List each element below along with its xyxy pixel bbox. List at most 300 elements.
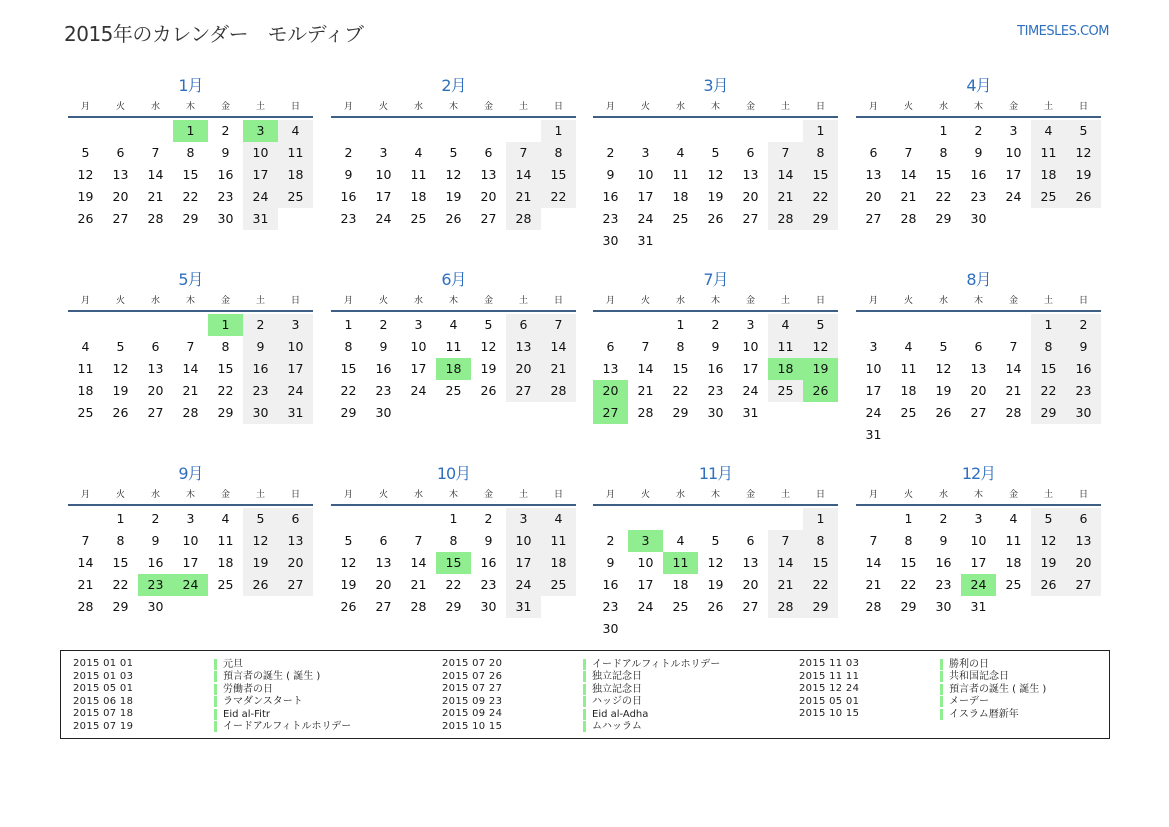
day-cell: 24 (742, 383, 759, 398)
day-cell: 4 (414, 145, 423, 160)
empty-day-cell (698, 618, 733, 640)
holiday-name: 勝利の日 (940, 659, 989, 670)
day-cell: 10 (637, 167, 654, 182)
day-cell: 18 (77, 383, 94, 398)
day-cell: 8 (541, 142, 576, 164)
day-cell: 3 (414, 317, 423, 332)
day-cell: 23 (602, 599, 619, 614)
day-cell: 14 (506, 164, 541, 186)
day-cell: 15 (217, 361, 234, 376)
day-cell: 7 (541, 314, 576, 336)
day-cell: 3 (641, 145, 650, 160)
weekday-label: 月 (343, 490, 353, 500)
week-row (331, 164, 576, 186)
empty-day-cell (138, 314, 173, 336)
day-cell: 26 (1031, 574, 1066, 596)
holiday-entry (73, 696, 351, 709)
day-cell: 20 (147, 383, 164, 398)
week-row (856, 208, 1101, 230)
empty-day-cell (768, 402, 803, 424)
week-row (856, 142, 1101, 164)
day-cell: 19 (707, 577, 724, 592)
day-cell: 15 (541, 164, 576, 186)
empty-day-cell (803, 618, 838, 640)
day-cell: 1 (449, 511, 458, 526)
day-cell: 22 (445, 577, 462, 592)
week-row (593, 574, 838, 596)
day-cell: 25 (77, 405, 94, 420)
week-row (331, 596, 576, 618)
weekday-label: 木 (973, 102, 983, 112)
day-cell: 30 (935, 599, 952, 614)
day-cell: 6 (379, 533, 388, 548)
weekday-label: 水 (938, 490, 948, 500)
day-cell: 22 (182, 189, 199, 204)
day-cell: 14 (637, 361, 654, 376)
empty-day-cell (331, 120, 366, 142)
day-cell: 30 (217, 211, 234, 226)
day-cell: 29 (217, 405, 234, 420)
day-cell: 5 (81, 145, 90, 160)
weekday-label: 火 (378, 296, 388, 306)
empty-day-cell (628, 120, 663, 142)
empty-day-cell (1066, 424, 1101, 446)
month-title: 6月 (441, 270, 466, 289)
day-cell: 2 (484, 511, 493, 526)
day-cell: 2 (606, 145, 615, 160)
day-cell: 24 (865, 405, 882, 420)
day-cell: 12 (112, 361, 129, 376)
day-cell: 26 (1066, 186, 1101, 208)
month-calendar (856, 76, 1101, 230)
week-row (68, 208, 313, 230)
day-cell: 7 (186, 339, 195, 354)
day-cell: 23 (375, 383, 392, 398)
day-cell: 17 (1005, 167, 1022, 182)
day-cell: 18 (436, 358, 471, 380)
weekday-label: 月 (868, 102, 878, 112)
day-cell: 5 (939, 339, 948, 354)
site-link[interactable]: TIMESLES.COM (1017, 24, 1109, 39)
day-cell: 27 (375, 599, 392, 614)
day-cell: 25 (445, 383, 462, 398)
month-title: 10月 (436, 464, 471, 483)
empty-day-cell (733, 508, 768, 530)
empty-day-cell (961, 314, 996, 336)
holiday-entry (73, 708, 351, 721)
day-cell: 13 (970, 361, 987, 376)
week-row (856, 574, 1101, 596)
day-cell: 6 (606, 339, 615, 354)
day-cell: 19 (1031, 552, 1066, 574)
week-row (68, 358, 313, 380)
weekday-label: 金 (483, 102, 493, 112)
day-cell: 6 (506, 314, 541, 336)
weekday-label: 日 (553, 296, 563, 306)
day-cell: 19 (340, 577, 357, 592)
day-cell: 1 (676, 317, 685, 332)
day-cell: 24 (961, 574, 996, 596)
empty-day-cell (698, 230, 733, 252)
day-cell: 18 (410, 189, 427, 204)
day-cell: 22 (803, 574, 838, 596)
empty-day-cell (663, 618, 698, 640)
empty-day-cell (436, 402, 471, 424)
weekday-label: 水 (675, 102, 685, 112)
weekday-label: 金 (220, 490, 230, 500)
day-cell: 26 (112, 405, 129, 420)
day-cell: 29 (340, 405, 357, 420)
weekday-label: 木 (973, 296, 983, 306)
day-cell: 13 (742, 167, 759, 182)
day-cell: 20 (112, 189, 129, 204)
day-cell: 25 (217, 577, 234, 592)
day-cell: 16 (602, 189, 619, 204)
week-row (331, 336, 576, 358)
day-cell: 2 (974, 123, 983, 138)
day-cell: 12 (1066, 142, 1101, 164)
empty-day-cell (103, 120, 138, 142)
weekday-label: 木 (185, 296, 195, 306)
day-cell: 26 (935, 405, 952, 420)
day-cell: 15 (112, 555, 129, 570)
day-cell: 17 (637, 189, 654, 204)
holiday-column (73, 658, 351, 733)
empty-day-cell (68, 314, 103, 336)
holiday-date: 2015 11 03 (799, 658, 860, 669)
day-cell: 5 (449, 145, 458, 160)
day-cell: 18 (672, 189, 689, 204)
day-cell: 24 (1005, 189, 1022, 204)
empty-day-cell (856, 508, 891, 530)
day-cell: 31 (865, 427, 882, 442)
weekday-label: 水 (938, 102, 948, 112)
weekday-label: 水 (150, 296, 160, 306)
day-cell: 15 (900, 555, 917, 570)
weekday-label: 水 (150, 490, 160, 500)
day-cell: 12 (77, 167, 94, 182)
day-cell: 4 (676, 533, 685, 548)
day-cell: 2 (939, 511, 948, 526)
empty-day-cell (471, 402, 506, 424)
day-cell: 29 (445, 599, 462, 614)
week-row (68, 402, 313, 424)
week-row (593, 336, 838, 358)
weekday-label: 日 (1078, 296, 1088, 306)
day-cell: 13 (602, 361, 619, 376)
day-cell: 28 (147, 211, 164, 226)
holiday-date: 2015 07 27 (442, 683, 503, 694)
day-cell: 1 (904, 511, 913, 526)
day-cell: 11 (217, 533, 234, 548)
day-cell: 12 (803, 336, 838, 358)
weekday-label: 土 (780, 102, 790, 112)
day-cell: 7 (768, 142, 803, 164)
weekday-label: 火 (115, 102, 125, 112)
day-cell: 22 (340, 383, 357, 398)
day-cell: 3 (379, 145, 388, 160)
weekday-label: 金 (745, 102, 755, 112)
day-cell: 12 (1031, 530, 1066, 552)
weekday-label: 日 (815, 490, 825, 500)
day-cell: 15 (935, 167, 952, 182)
day-cell: 24 (278, 380, 313, 402)
day-cell: 24 (506, 574, 541, 596)
day-cell: 22 (672, 383, 689, 398)
day-cell: 11 (278, 142, 313, 164)
day-cell: 12 (707, 555, 724, 570)
month-calendar (856, 464, 1101, 618)
empty-day-cell (593, 314, 628, 336)
empty-day-cell (173, 596, 208, 618)
day-cell: 18 (541, 552, 576, 574)
day-cell: 31 (278, 402, 313, 424)
holiday-column (799, 658, 1046, 721)
week-row (593, 358, 838, 380)
day-cell: 21 (147, 189, 164, 204)
weekday-header (331, 98, 576, 118)
day-cell: 10 (970, 533, 987, 548)
day-cell: 12 (707, 167, 724, 182)
holiday-date: 2015 10 15 (799, 708, 860, 719)
empty-day-cell (593, 508, 628, 530)
day-cell: 9 (221, 145, 230, 160)
day-cell: 7 (641, 339, 650, 354)
day-cell: 11 (663, 552, 698, 574)
day-cell: 29 (803, 596, 838, 618)
day-cell: 8 (116, 533, 125, 548)
day-cell: 9 (606, 167, 615, 182)
day-cell: 7 (1009, 339, 1018, 354)
week-row (856, 596, 1101, 618)
day-cell: 29 (182, 211, 199, 226)
day-cell: 2 (151, 511, 160, 526)
day-cell: 4 (449, 317, 458, 332)
day-cell: 1 (173, 120, 208, 142)
day-cell: 19 (935, 383, 952, 398)
empty-day-cell (698, 508, 733, 530)
empty-day-cell (1066, 208, 1101, 230)
month-calendar (68, 270, 313, 424)
weekday-label: 金 (220, 296, 230, 306)
day-cell: 11 (445, 339, 462, 354)
holiday-entry (442, 658, 720, 671)
empty-day-cell (506, 402, 541, 424)
day-cell: 3 (506, 508, 541, 530)
weekday-label: 水 (675, 296, 685, 306)
day-cell: 27 (742, 599, 759, 614)
day-cell: 23 (340, 211, 357, 226)
day-cell: 20 (742, 577, 759, 592)
day-cell: 2 (1066, 314, 1101, 336)
day-cell: 14 (182, 361, 199, 376)
day-cell: 11 (1005, 533, 1022, 548)
day-cell: 22 (803, 186, 838, 208)
holiday-date: 2015 01 01 (73, 658, 134, 669)
month-calendar (593, 270, 838, 424)
day-cell: 7 (506, 142, 541, 164)
day-cell: 8 (803, 142, 838, 164)
day-cell: 1 (803, 508, 838, 530)
day-cell: 1 (116, 511, 125, 526)
day-cell: 24 (375, 211, 392, 226)
week-row (593, 120, 838, 142)
day-cell: 28 (541, 380, 576, 402)
day-cell: 18 (900, 383, 917, 398)
day-cell: 10 (278, 336, 313, 358)
day-cell: 1 (939, 123, 948, 138)
day-cell: 10 (375, 167, 392, 182)
day-cell: 21 (506, 186, 541, 208)
empty-day-cell (768, 618, 803, 640)
day-cell: 6 (484, 145, 493, 160)
week-row (331, 120, 576, 142)
empty-day-cell (138, 120, 173, 142)
weekday-label: 火 (903, 102, 913, 112)
weekday-label: 月 (605, 490, 615, 500)
day-cell: 23 (217, 189, 234, 204)
day-cell: 18 (278, 164, 313, 186)
day-cell: 8 (221, 339, 230, 354)
week-row (331, 552, 576, 574)
empty-day-cell (996, 208, 1031, 230)
holiday-date: 2015 01 03 (73, 670, 134, 682)
weekday-label: 火 (640, 490, 650, 500)
day-cell: 28 (410, 599, 427, 614)
empty-day-cell (768, 508, 803, 530)
empty-day-cell (628, 618, 663, 640)
day-cell: 7 (768, 530, 803, 552)
week-row (68, 552, 313, 574)
holiday-name: イードアルフィトルホリデー (583, 659, 720, 670)
day-cell: 14 (768, 552, 803, 574)
day-cell: 6 (869, 145, 878, 160)
day-cell: 19 (77, 189, 94, 204)
day-cell: 28 (506, 208, 541, 230)
day-cell: 17 (243, 164, 278, 186)
month-title: 4月 (966, 76, 991, 95)
empty-day-cell (1031, 424, 1066, 446)
empty-day-cell (471, 120, 506, 142)
day-cell: 25 (541, 574, 576, 596)
day-cell: 13 (865, 167, 882, 182)
day-cell: 14 (410, 555, 427, 570)
weekday-label: 月 (80, 296, 90, 306)
weekday-header (68, 98, 313, 118)
day-cell: 8 (449, 533, 458, 548)
day-cell: 24 (637, 211, 654, 226)
day-cell: 8 (186, 145, 195, 160)
day-cell: 19 (243, 552, 278, 574)
day-cell: 18 (672, 577, 689, 592)
day-cell: 27 (1066, 574, 1101, 596)
month-calendar (593, 464, 838, 640)
day-cell: 19 (707, 189, 724, 204)
day-cell: 29 (1031, 402, 1066, 424)
weekday-label: 火 (115, 296, 125, 306)
day-cell: 16 (340, 189, 357, 204)
weekday-label: 水 (413, 102, 423, 112)
holiday-entry (73, 683, 351, 696)
weekday-label: 木 (973, 490, 983, 500)
day-cell: 10 (243, 142, 278, 164)
day-cell: 29 (803, 208, 838, 230)
empty-day-cell (103, 314, 138, 336)
week-row (331, 402, 576, 424)
week-row (331, 186, 576, 208)
empty-day-cell (996, 596, 1031, 618)
week-row (856, 530, 1101, 552)
day-cell: 17 (278, 358, 313, 380)
day-cell: 28 (77, 599, 94, 614)
day-cell: 11 (672, 167, 689, 182)
day-cell: 1 (1031, 314, 1066, 336)
day-cell: 14 (865, 555, 882, 570)
weekday-label: 金 (745, 490, 755, 500)
weekday-label: 日 (553, 490, 563, 500)
holiday-name: 独立記念日 (583, 684, 642, 695)
day-cell: 3 (1009, 123, 1018, 138)
empty-day-cell (926, 424, 961, 446)
day-cell: 19 (803, 358, 838, 380)
day-cell: 10 (637, 555, 654, 570)
day-cell: 16 (480, 555, 497, 570)
day-cell: 12 (445, 167, 462, 182)
day-cell: 9 (939, 533, 948, 548)
empty-day-cell (996, 424, 1031, 446)
empty-day-cell (506, 120, 541, 142)
holiday-date: 2015 09 24 (442, 708, 503, 719)
day-cell: 23 (707, 383, 724, 398)
month-title: 5月 (178, 270, 203, 289)
day-cell: 10 (182, 533, 199, 548)
day-cell: 20 (1066, 552, 1101, 574)
day-cell: 25 (900, 405, 917, 420)
holiday-entry (442, 708, 720, 721)
day-cell: 31 (637, 233, 654, 248)
day-cell: 5 (484, 317, 493, 332)
holiday-name: Eid al-Fitr (214, 709, 270, 720)
day-cell: 4 (81, 339, 90, 354)
day-cell: 27 (593, 402, 628, 424)
weekday-label: 日 (553, 102, 563, 112)
day-cell: 31 (742, 405, 759, 420)
weekday-label: 日 (1078, 102, 1088, 112)
day-cell: 30 (243, 402, 278, 424)
weekday-label: 土 (255, 296, 265, 306)
weekday-label: 日 (815, 102, 825, 112)
day-cell: 12 (243, 530, 278, 552)
weekday-label: 火 (903, 296, 913, 306)
weekday-label: 金 (483, 490, 493, 500)
holiday-entry (799, 708, 1046, 721)
weekday-header (856, 486, 1101, 506)
day-cell: 5 (803, 314, 838, 336)
day-cell: 2 (606, 533, 615, 548)
day-cell: 8 (344, 339, 353, 354)
empty-day-cell (628, 314, 663, 336)
day-cell: 9 (151, 533, 160, 548)
day-cell: 12 (340, 555, 357, 570)
day-cell: 7 (414, 533, 423, 548)
week-row (331, 380, 576, 402)
day-cell: 13 (742, 555, 759, 570)
day-cell: 13 (278, 530, 313, 552)
empty-day-cell (541, 596, 576, 618)
day-cell: 10 (506, 530, 541, 552)
week-row (856, 186, 1101, 208)
weekday-label: 木 (448, 102, 458, 112)
